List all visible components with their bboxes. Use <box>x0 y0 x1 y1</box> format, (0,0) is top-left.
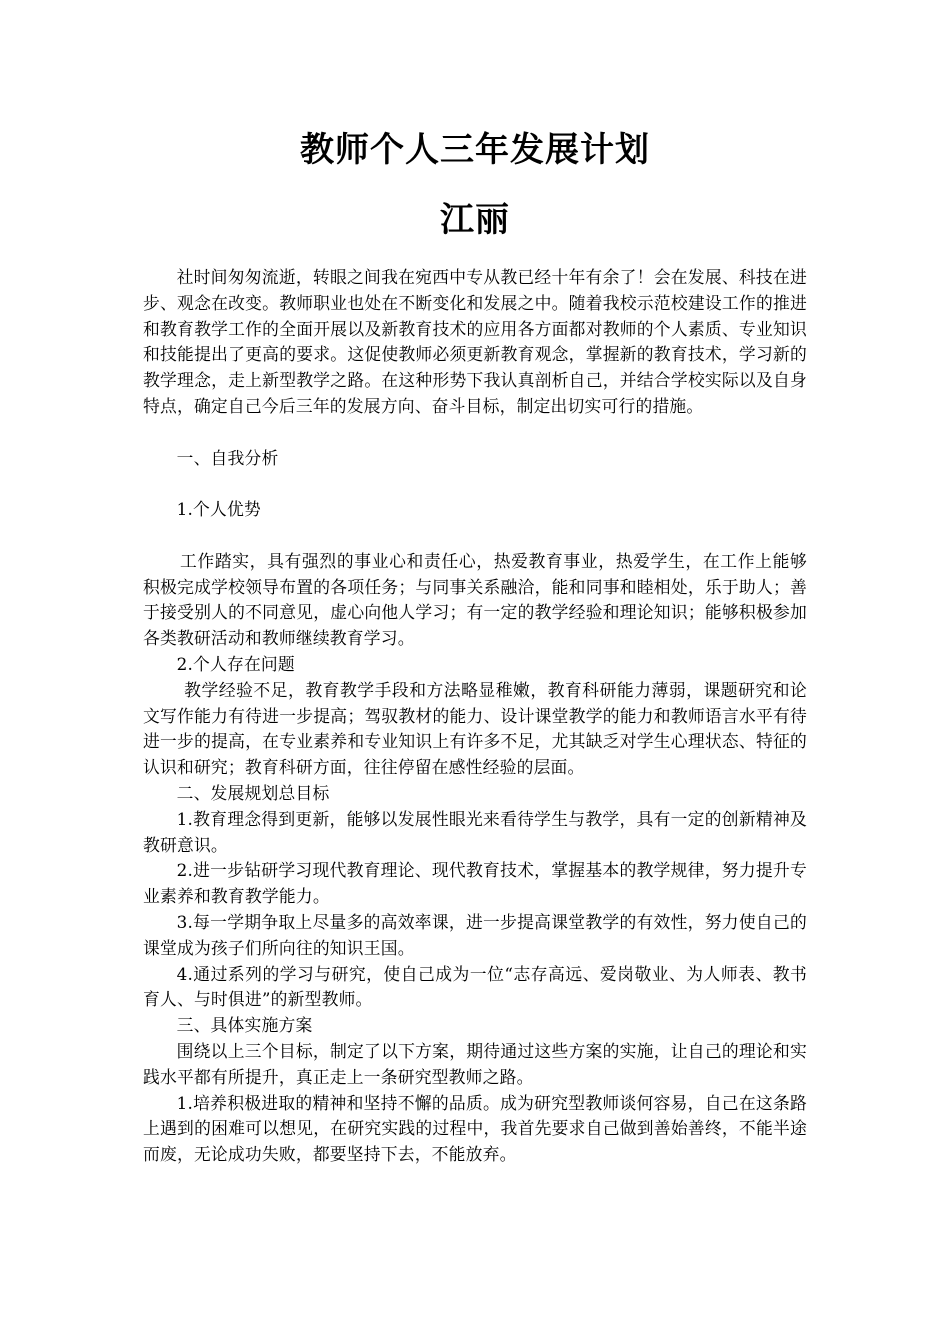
goal-item-1: 1.教育理念得到更新，能够以发展性眼光来看待学生与教学，具有一定的创新精神及教研意识。 <box>143 808 807 855</box>
goal-item-2: 2.进一步钻研学习现代教育理论、现代教育技术，掌握基本的教学规律，努力提升专业素养和教育教学能力。 <box>143 860 807 907</box>
subheading-strengths: 1.个人优势 <box>176 499 261 520</box>
paragraph-intro: 社时间匆匆流逝，转眼之间我在宛西中专从教已经十年有余了！会在发展、科技在进步、观念在改变。教师职业也处在不断变化和发展之中。随着我校示范校建设工作的推进和教育教学工作的全面开展以及新教育技术的应用各方面都对教师的个人素质、专业知识和技能提出了更高的要求。这促使教师必须更新教育观念，掌握新的教育技术，学习新的教学理念，走上新型教学之路。在这种形势下我认真剖析自己，并结合学校实际以及自身特点，确定自己今后三年的发展方向、奋斗目标，制定出切实可行的措施。 <box>143 267 807 416</box>
paragraph-implementation-intro: 围绕以上三个目标，制定了以下方案，期待通过这些方案的实施，让自己的理论和实践水平都有所提升，真正走上一条研究型教师之路。 <box>143 1040 807 1087</box>
document-body <box>143 265 807 1168</box>
goal-item-3: 3.每一学期争取上尽量多的高效率课，进一步提高课堂教学的有效性，努力使自己的课堂成为孩子们所向往的知识王国。 <box>143 911 807 958</box>
document-title: 教师个人三年发展计划 <box>300 130 650 170</box>
section-heading-self-analysis: 一、自我分析 <box>176 447 279 468</box>
implementation-item-1: 1.培养积极进取的精神和坚持不懈的品质。成为研究型教师谈何容易，自己在这条路上遇到的困难可以想见，在研究实践的过程中，我首先要求自己做到善始善终，不能半途而废，无论成功失败，都要坚持下去，不能放弃。 <box>143 1092 807 1165</box>
goal-item-4: 4.通过系列的学习与研究，使自己成为一位“志存高远、爱岗敬业、为人师表、教书育人、与时俱进”的新型教师。 <box>143 963 807 1010</box>
section-heading-implementation: 三、具体实施方案 <box>176 1015 313 1036</box>
paragraph-strengths: 工作踏实，具有强烈的事业心和责任心，热爱教育事业，热爱学生，在工作上能够积极完成学校领导布置的各项任务；与同事关系融洽，能和同事和睦相处，乐于助人；善于接受别人的不同意见，虚心向他人学习；有一定的教学经验和理论知识；能够积极参加各类教研活动和教师继续教育学习。 <box>143 550 807 649</box>
paragraph-problems: 教学经验不足，教育教学手段和方法略显稚嫩，教育科研能力薄弱，课题研究和论文写作能力有待进一步提高；驾驭教材的能力、设计课堂教学的能力和教师语言水平有待进一步的提高，在专业素养和专业知识上有许多不足，尤其缺乏对学生心理状态、特征的认识和研究；教育科研方面，往往停留在感性经验的层面。 <box>143 679 807 778</box>
subheading-problems: 2.个人存在问题 <box>176 653 295 674</box>
document-author: 江丽 <box>440 200 510 240</box>
section-heading-goals: 二、发展规划总目标 <box>176 782 330 803</box>
